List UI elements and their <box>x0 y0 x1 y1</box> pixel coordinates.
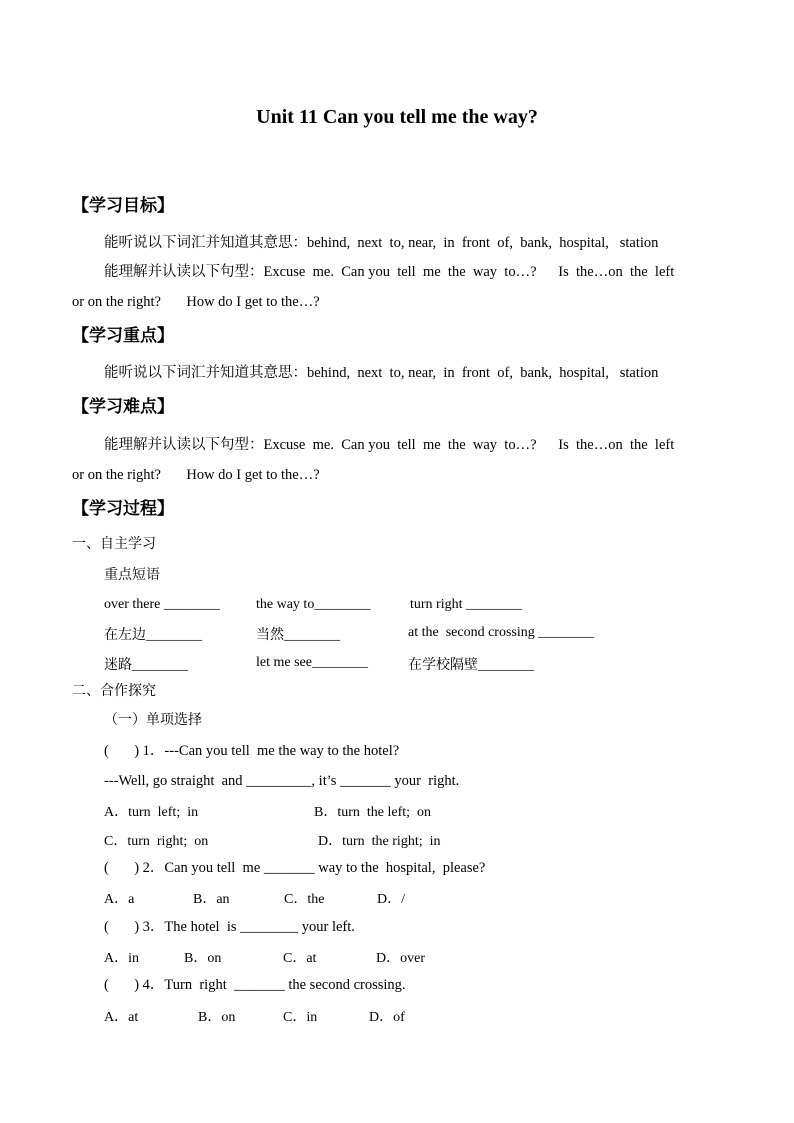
section-heading-objectives: 【学习目标】 <box>72 196 174 216</box>
page-title: Unit 11 Can you tell me the way? <box>256 106 538 128</box>
part1-heading: 一、自主学习 <box>72 536 156 552</box>
phrase-on-the-left: 在左边________ <box>104 628 202 643</box>
question-3-option-a: A．in <box>104 951 139 966</box>
phrase-turn-right: turn right ________ <box>410 597 522 612</box>
question-4-option-a: A．at <box>104 1010 139 1025</box>
phrase-next-to-school: 在学校隔壁________ <box>408 658 534 673</box>
phrase-of-course: 当然________ <box>256 628 340 643</box>
section-heading-difficulties: 【学习难点】 <box>72 397 174 417</box>
question-1-option-b: B．turn the left; on <box>314 805 432 820</box>
question-1-option-d: D．turn the right; in <box>318 834 441 849</box>
part1-subheading: 重点短语 <box>104 567 160 583</box>
question-2-option-a: A．a <box>104 892 135 907</box>
question-4-option-d: D．of <box>369 1010 405 1025</box>
objectives-line-3: or on the right? How do I get to the…? <box>72 294 320 310</box>
question-2-option-d: D．/ <box>377 892 405 907</box>
question-3-stem: ( ) 3．The hotel is ________ your left. <box>104 919 355 935</box>
question-2-option-c: C．the <box>284 892 325 907</box>
question-1-option-a: A．turn left; in <box>104 805 199 820</box>
section-heading-process: 【学习过程】 <box>72 499 174 519</box>
question-4-option-c: C．in <box>283 1010 318 1025</box>
key-points-line-1: 能听说以下词汇并知道其意思：behind, next to, near, in front of, bank, hospital, station <box>104 365 659 381</box>
question-1-stem: ( ) 1．---Can you tell me the way to the hotel? <box>104 743 400 759</box>
question-4-stem: ( ) 4．Turn right _______ the second crossing. <box>104 977 406 993</box>
question-2-stem: ( ) 2．Can you tell me _______ way to the hospital, please? <box>104 860 486 876</box>
question-1-stem-2: ---Well, go straight and _________, it’s _______ your right. <box>104 773 460 789</box>
part2-heading: 二、合作探究 <box>72 683 156 699</box>
phrase-get-lost: 迷路________ <box>104 658 188 673</box>
question-1-option-c: C．turn right; on <box>104 834 209 849</box>
question-4-option-b: B．on <box>198 1010 236 1025</box>
difficulties-line-1: 能理解并认读以下句型：Excuse me. Can you tell me the way to…? Is the…on the left <box>104 437 675 453</box>
phrase-the-way-to: the way to________ <box>256 597 371 612</box>
phrase-second-crossing: at the second crossing ________ <box>408 625 595 640</box>
phrase-let-me-see: let me see________ <box>256 655 368 670</box>
question-3-option-d: D．over <box>376 951 425 966</box>
phrase-over-there: over there ________ <box>104 597 220 612</box>
section-heading-key-points: 【学习重点】 <box>72 326 174 346</box>
part2-subheading: （一）单项选择 <box>104 712 202 728</box>
objectives-line-1: 能听说以下词汇并知道其意思：behind, next to, near, in front of, bank, hospital, station <box>104 235 659 251</box>
question-3-option-c: C．at <box>283 951 317 966</box>
objectives-line-2: 能理解并认读以下句型：Excuse me. Can you tell me the way to…? Is the…on the left <box>104 264 675 280</box>
question-3-option-b: B．on <box>184 951 222 966</box>
question-2-option-b: B．an <box>193 892 230 907</box>
difficulties-line-2: or on the right? How do I get to the…? <box>72 467 320 483</box>
